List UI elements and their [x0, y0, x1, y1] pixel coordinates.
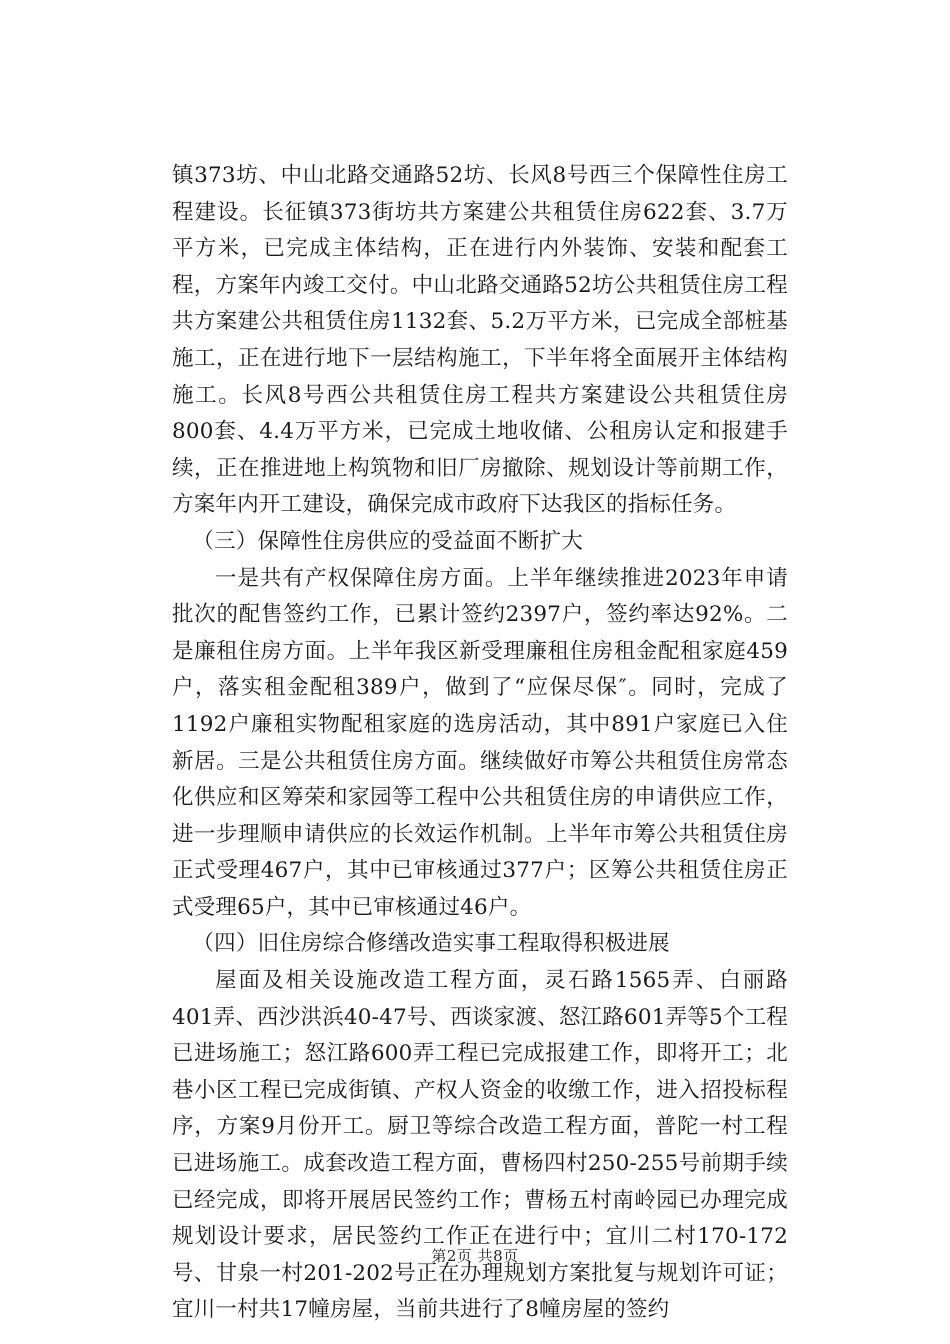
document-body — [172, 158, 788, 1329]
body-paragraph-continuation: 镇373坊、中山北路交通路52坊、长风8号西三个保障性住房工程建设。长征镇373街坊共方案建公共租赁住房622套、3.7万平方米，已完成主体结构，正在进行内外装饰、安装和配套工程，方案年内竣工交付。中山北路交通路52坊公共租赁住房工程共方案建公共租赁住房1132套、5.2万平方米，已完成全部桩基施工，正在进行地下一层结构施工，下半年将全面展开主体结构施工。长风8号西公共租赁住房工程共方案建设公共租赁住房800套、4.4万平方米，已完成土地收储、公租房认定和报建手续，正在推进地上构筑物和旧厂房撤除、规划设计等前期工作，方案年内开工建设，确保完成市政府下达我区的指标任务。 — [172, 163, 788, 518]
body-paragraph-housing-supply: 一是共有产权保障住房方面。上半年继续推进2023年申请批次的配售签约工作，已累计签约2397户，签约率达92%。二是廉租住房方面。上半年我区新受理廉租住房租金配租家庭459户，落实租金配租389户，做到了“应保尽保″。同时，完成了1192户廉租实物配租家庭的选房活动，其中891户家庭已入住新居。三是公共租赁住房方面。继续做好市筹公共租赁住房常态化供应和区筹荣和家园等工程中公共租赁住房的申请供应工作，进一步理顺申请供应的长效运作机制。上半年市筹公共租赁住房正式受理467户，其中已审核通过377户；区筹公共租赁住房正式受理65户，其中已审核通过46户。 — [172, 565, 788, 920]
section-heading-4: （四）旧住房综合修缮改造实事工程取得积极进展 — [192, 931, 670, 957]
page-footer: 第2页 共8页 — [431, 1247, 519, 1265]
body-paragraph-renovation: 屋面及相关设施改造工程方面，灵石路1565弄、白丽路401弄、西沙洪浜40-47号、西谈家渡、怒江路601弄等5个工程已进场施工；怒江路600弄工程已完成报建工作，即将开工；北巷小区工程已完成街镇、产权人资金的收缴工作，进入招投标程序，方案9月份开工。厨卫等综合改造工程方面，普陀一村工程已进场施工。成套改造工程方面，曹杨四村250-255号前期手续已经完成，即将开展居民签约工作；曹杨五村南岭园已办理完成规划设计要求，居民签约工作正在进行中；宜川二村170-172号、甘泉一村201-202号正在办理规划方案批复与规划许可证；宜川一村共17幢房屋，当前共进行了8幢房屋的签约 — [172, 968, 788, 1323]
section-heading-3: （三）保障性住房供应的受益面不断扩大 — [192, 528, 584, 554]
